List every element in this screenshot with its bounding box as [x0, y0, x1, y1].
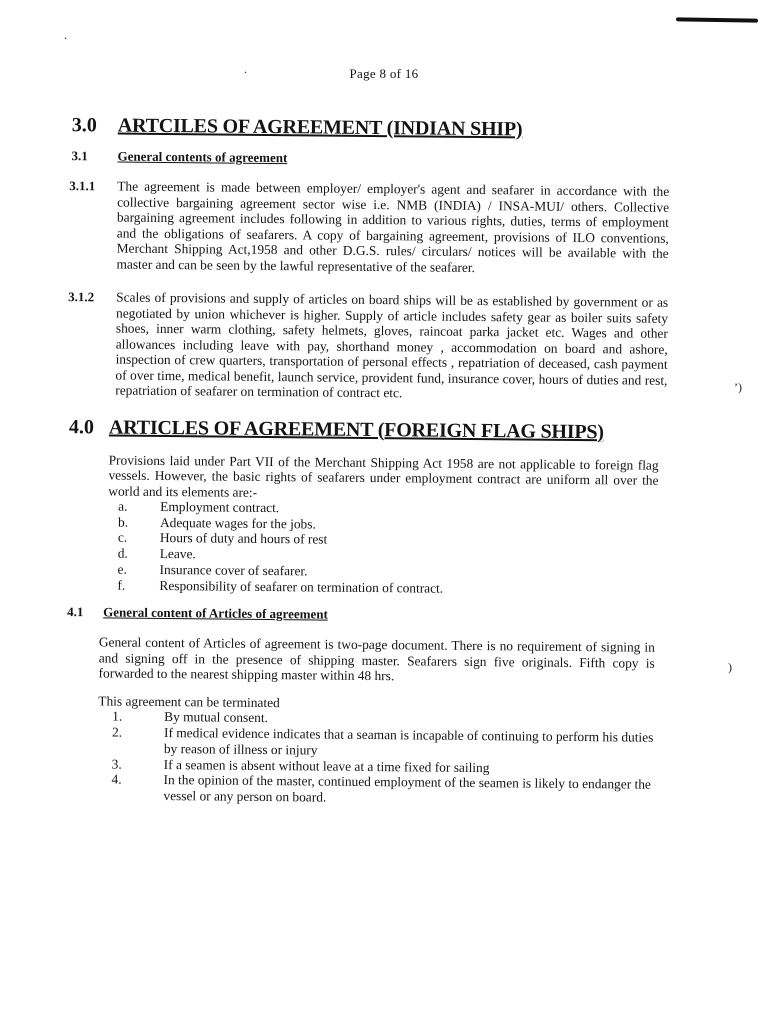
paragraph-number: 3.1.1 — [69, 178, 96, 194]
general-content-paragraph: General content of Articles of agreement is two-page document. There is no requirement of signing in and signing off in the presence of shipping master. Seafarers sign five originals. Fifth copy is forwarded to the nearest shipping master within 48 hrs. — [98, 634, 655, 684]
section-number: 4.0 — [68, 415, 95, 438]
section-title: ARTICLES OF AGREEMENT (FOREIGN FLAG SHIPS) — [108, 415, 604, 443]
list-marker: b. — [117, 514, 129, 530]
list-marker: 3. — [111, 756, 122, 772]
list-item-text: By mutual consent. — [164, 709, 269, 726]
paragraph-text: The agreement is made between employer/ employer's agent and seafarer in accordance with the collective bargaining agreement sector wise i.e. NMB (INDIA) / INSA-MUI/ others. Collective bargaining agreement includes following in addition to various rights, duties, terms of employment and the obligations of seafarers. A copy of bargaining agreement, provisions of ILO conventions, Merchant Shipping Act,1958 and other D.G.S. rules/ circulars/ notices will be available with the master and can be seen by the lawful representative of the seafarer. — [116, 178, 670, 275]
termination-intro: This agreement can be terminated — [98, 693, 280, 710]
subsection-number: 3.1 — [71, 148, 88, 164]
list-marker: d. — [117, 545, 128, 561]
list-marker: 2. — [111, 724, 123, 740]
page-number: Page 8 of 16 — [349, 66, 419, 81]
list-marker: e. — [117, 561, 127, 577]
section-title: ARTCILES OF AGREEMENT (INDIAN SHIP) — [117, 114, 523, 141]
section-number: 3.0 — [71, 114, 97, 137]
paragraph-3-1-1 — [69, 178, 670, 277]
list-item-text: If a seamen is absent without leave at a time fixed for sailing — [163, 756, 490, 775]
list-item-text: Employment contract. — [160, 498, 280, 516]
scan-speck: . — [244, 62, 247, 76]
scan-speck: . — [64, 28, 67, 42]
document-body — [0, 109, 768, 809]
list-marker: 4. — [111, 771, 122, 787]
paragraph-text: Scales of provisions and supply of articles on board ships will be as established by government or as negotiated by union whichever is higher. Supply of article includes safety gear as boiler suits safety shoes, inner warm clothing, safety helmets, gloves, raincoat parka jacket etc. Wages and other allowances including leave with pay, shorthand money , accommodation on board and ashore, inspection of crew quarters, transportation of personal effects , repatriation of deceased, cash payment of over time, medical benefit, launch service, provident fund, insurance cover, hours of duties and rest, repatriation of seafarer on termination of contract etc. — [115, 289, 669, 401]
list-marker: a. — [118, 498, 128, 514]
contract-elements-list — [117, 499, 764, 599]
subsection-title: General contents of agreement — [117, 148, 288, 166]
list-marker: 1. — [112, 708, 123, 725]
scan-speck: ) — [728, 660, 732, 674]
subsection-number: 4.1 — [67, 604, 84, 620]
termination-reasons-list — [111, 709, 762, 809]
scan-speck: ’) — [734, 380, 742, 394]
list-item-text: Insurance cover of seafarer. — [159, 561, 308, 579]
paragraph-3-1-2 — [68, 289, 669, 404]
paragraph-number: 3.1.2 — [68, 289, 95, 305]
list-item-text: Adequate wages for the jobs. — [159, 514, 316, 532]
list-marker: f. — [117, 577, 126, 593]
list-item-text: Leave. — [159, 546, 196, 562]
section-3 — [0, 109, 768, 404]
subsection-4-1-heading — [0, 600, 763, 631]
list-item — [111, 772, 761, 810]
list-marker: c. — [117, 529, 128, 546]
subsection-title: General content of Articles of agreement — [103, 604, 328, 622]
section-4-intro: Provisions laid under Part VII of the Merchant Shipping Act 1958 are not applicable to foreign flag vessels. However, the basic rights of seafarers under employment contract are uniform all over the world and its elements are:- — [108, 451, 659, 500]
list-item-text: If medical evidence indicates that a seaman is incapable of continuing to perform his duties by reason of illness or injury — [163, 725, 654, 758]
list-item-text: Hours of duty and hours of rest — [159, 530, 328, 547]
list-item-text: In the opinion of the master, continued employment of the seamen is likely to endanger the vessel or any person on board. — [163, 772, 651, 805]
scan-artifact-mark — [676, 17, 758, 22]
section-4 — [0, 411, 765, 809]
list-item-text: Responsibility of seafarer on termination of contract. — [159, 577, 444, 596]
section-4-heading — [0, 411, 765, 452]
